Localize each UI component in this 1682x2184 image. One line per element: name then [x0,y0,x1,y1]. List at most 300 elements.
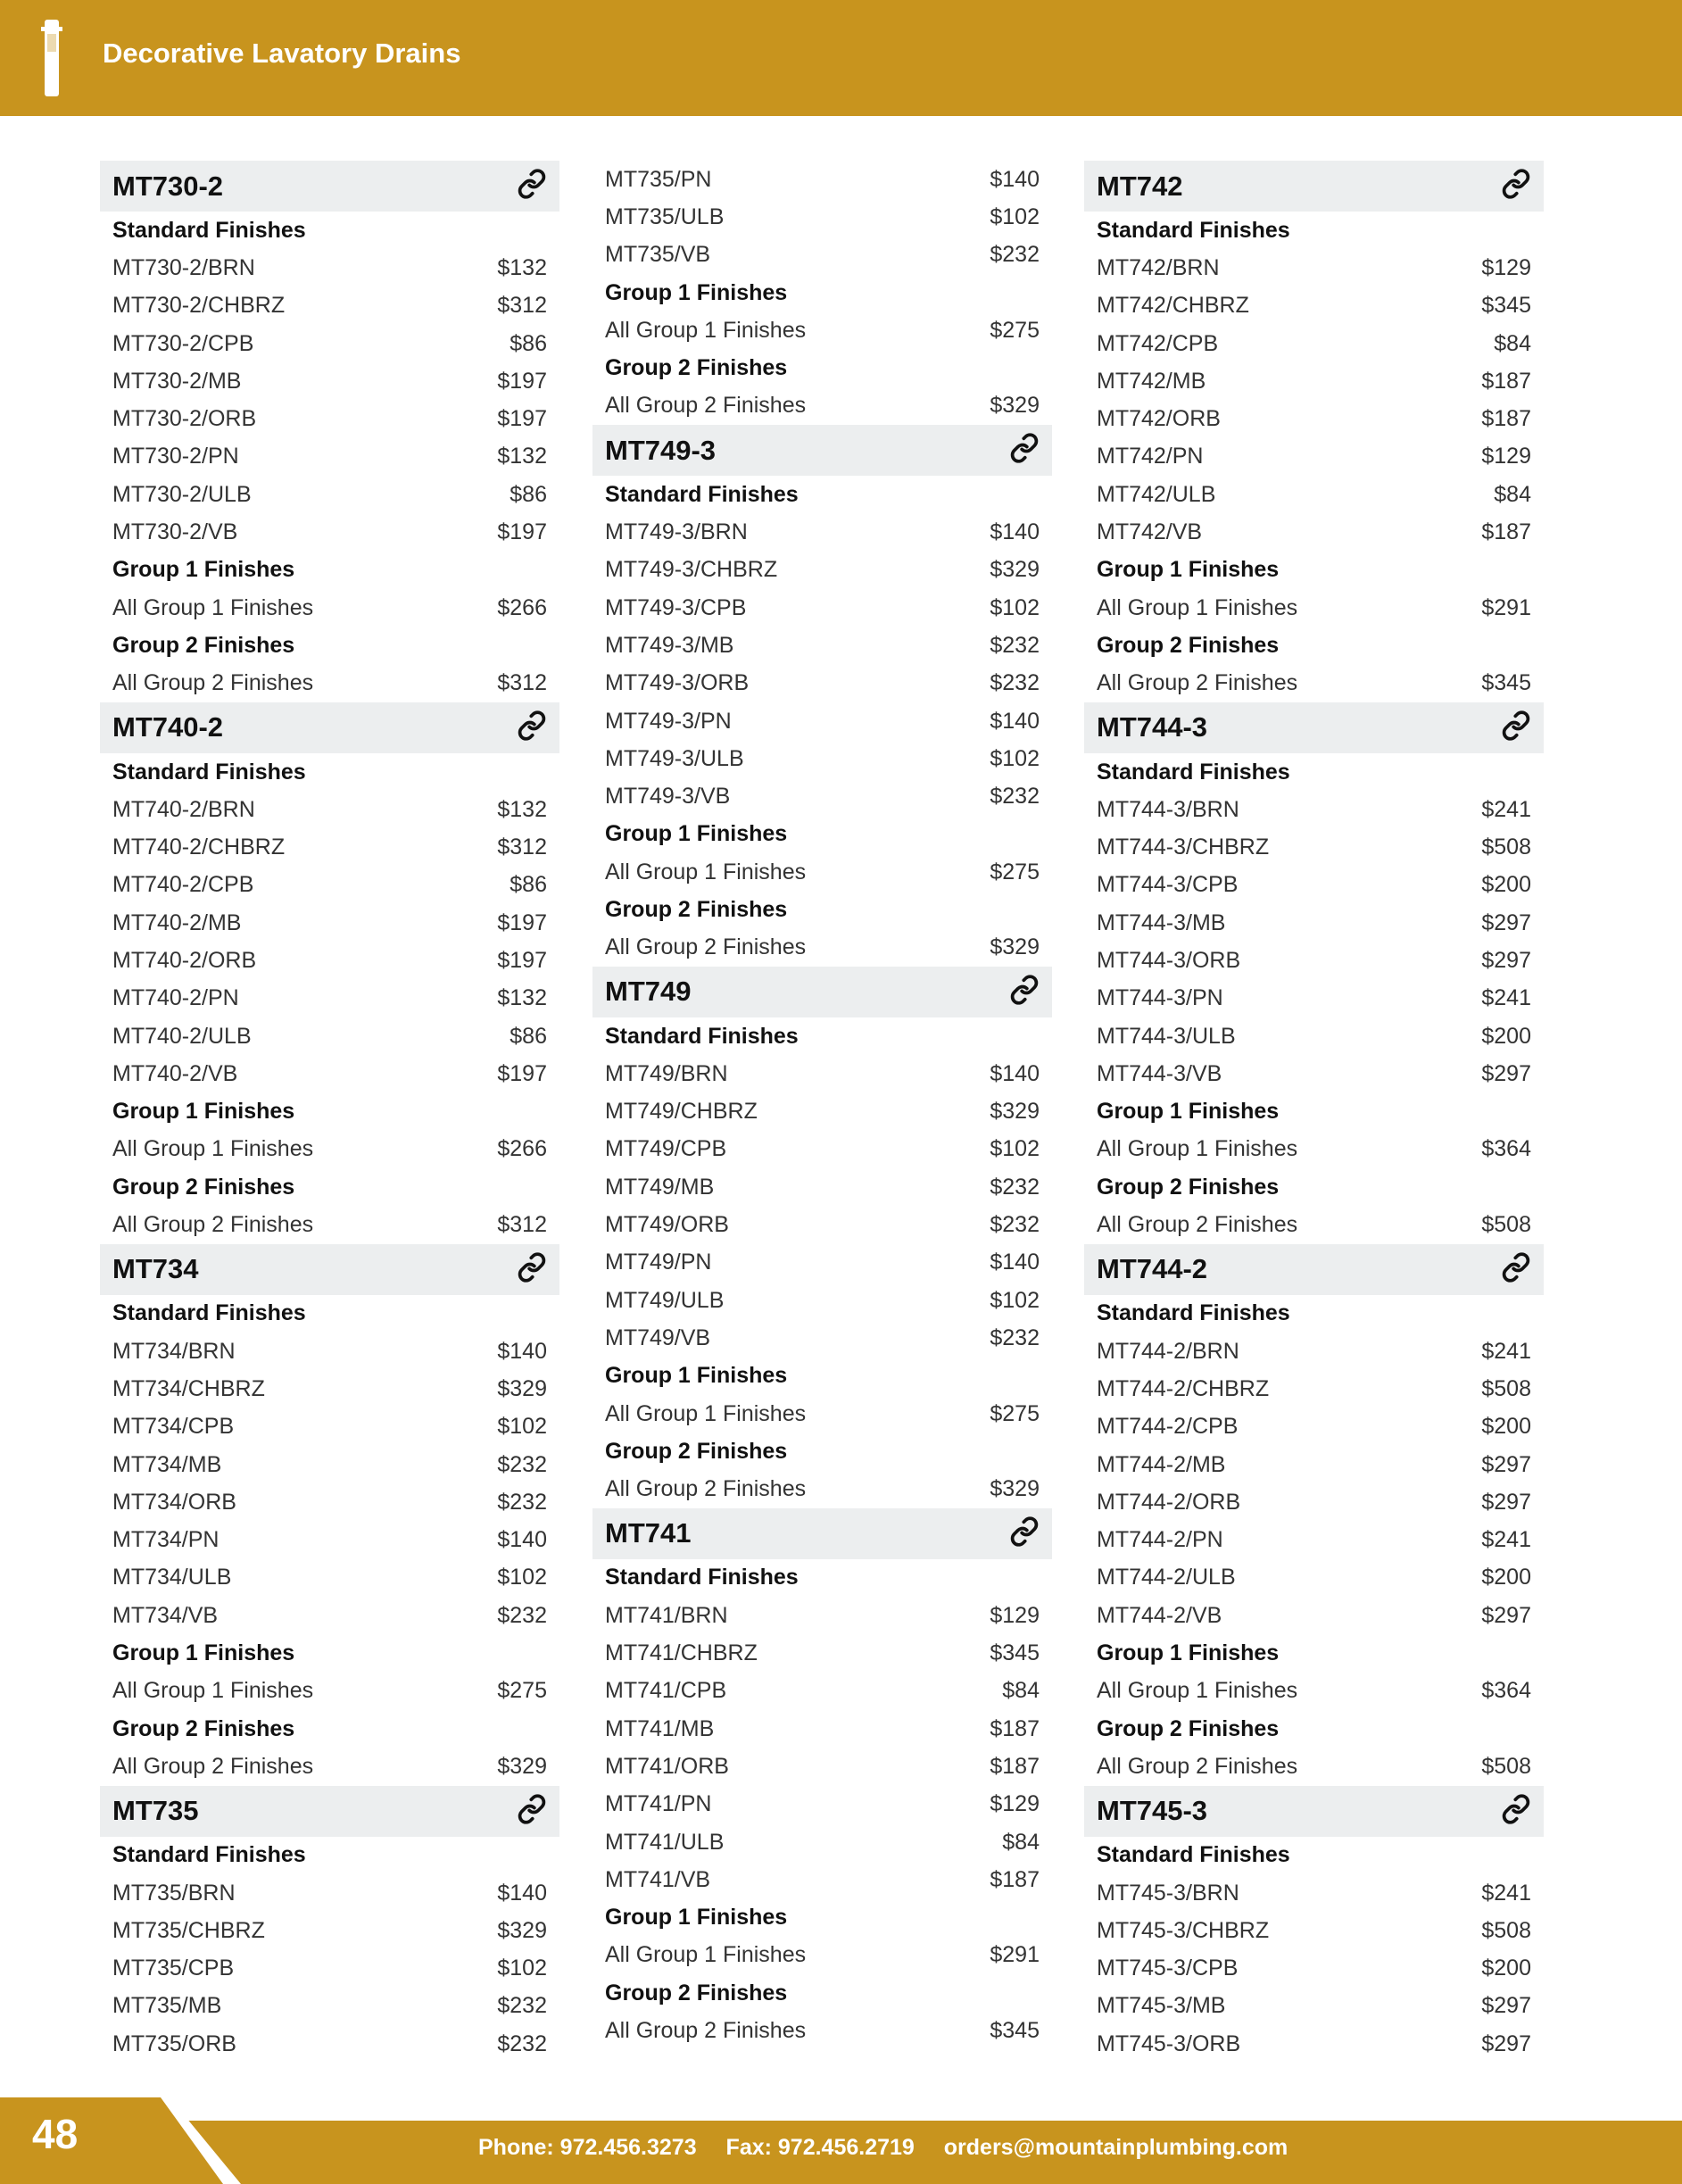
price: $86 [510,1023,547,1049]
price: $140 [990,1060,1040,1086]
price: $132 [497,444,547,469]
price-row [592,627,1052,664]
price-row [100,904,559,942]
model-number: MT744-2/BRN [1097,1338,1239,1364]
price: $197 [497,909,547,935]
link-icon[interactable] [1501,1794,1531,1829]
price-row [100,980,559,1017]
model-number: MT740-2/PN [112,985,239,1011]
model-number: MT742/ORB [1097,406,1221,432]
finish-group-heading [100,1710,559,1748]
finish-group-heading [1084,212,1544,249]
model-number: MT734/VB [112,1602,219,1628]
price: $187 [990,1866,1040,1892]
model-number: MT744-2/CPB [1097,1414,1239,1440]
finish-group-heading [1084,1837,1544,1874]
model-number: MT735/PN [605,166,712,192]
price-row [100,249,559,286]
price: $241 [1481,985,1531,1011]
model-number: MT741/MB [605,1715,715,1741]
model-number: All Group 2 Finishes [1097,1212,1298,1238]
price-row [592,1131,1052,1168]
price-row [100,1131,559,1168]
price-row [100,1055,559,1092]
price-row [1084,287,1544,325]
product-header [100,702,559,753]
price-row [100,1949,559,1987]
price-row [592,1055,1052,1092]
price-row [1084,1017,1544,1055]
model-number: MT735/ULB [605,203,725,229]
price-row [1084,828,1544,866]
price: $329 [497,1375,547,1401]
finish-group-heading [592,1559,1052,1597]
link-icon[interactable] [1009,1516,1040,1551]
price: $329 [990,934,1040,960]
finish-group-heading [1084,1168,1544,1206]
finish-group-heading [100,1634,559,1672]
model-number: MT744-2/CHBRZ [1097,1375,1270,1401]
model-number: MT744-3/MB [1097,909,1226,935]
finish-group-label: Group 2 Finishes [605,896,788,922]
finish-group-label: Group 1 Finishes [605,1905,788,1931]
price-column-3 [1084,161,1544,2063]
price-row [592,311,1052,349]
price-row [1084,665,1544,702]
finish-group-label: Group 2 Finishes [605,1980,788,2005]
model-number: MT749/PN [605,1250,712,1275]
model-number: MT742/ULB [1097,481,1216,507]
price-row [1084,1748,1544,1785]
model-number: MT734/BRN [112,1338,236,1364]
price-row [1084,1988,1544,2025]
link-icon[interactable] [517,169,547,203]
price-row [592,1471,1052,1508]
model-number: MT742/CHBRZ [1097,293,1249,319]
model-number: MT730-2/VB [112,519,238,545]
price-row [592,740,1052,777]
model-number: MT730-2/ORB [112,406,257,432]
price-row [100,589,559,627]
price-row [1084,2025,1544,2063]
price: $297 [1481,947,1531,973]
model-number: MT735/CHBRZ [112,1917,265,1943]
product-name: MT749-3 [605,434,717,466]
price-row [592,1673,1052,1710]
price: $200 [1481,1565,1531,1590]
finish-group-heading [100,753,559,791]
price-row [100,287,559,325]
model-number: MT745-3/MB [1097,1993,1226,2019]
finish-group-heading [592,476,1052,513]
price-row [100,1522,559,1559]
model-number: MT734/MB [112,1451,222,1477]
model-number: MT730-2/BRN [112,254,255,280]
price-row [592,1395,1052,1432]
price: $291 [990,1942,1040,1968]
price-row [1084,1912,1544,1949]
price: $84 [1494,481,1531,507]
price-row [100,1333,559,1370]
finish-group-label: Standard Finishes [112,1300,306,1326]
model-number: All Group 2 Finishes [112,670,314,696]
price-row [100,1673,559,1710]
price: $297 [1481,1489,1531,1515]
model-number: MT730-2/PN [112,444,239,469]
model-number: MT741/CPB [605,1678,727,1704]
model-number: MT742/PN [1097,444,1204,469]
model-number: MT744-2/MB [1097,1451,1226,1477]
finish-group-label: Group 2 Finishes [112,632,295,658]
price-row [592,665,1052,702]
price: $345 [1481,293,1531,319]
price: $197 [497,519,547,545]
price-row [100,1017,559,1055]
price: $84 [1494,330,1531,356]
finish-group-heading [592,816,1052,853]
price-row [1084,942,1544,979]
model-number: All Group 2 Finishes [605,934,807,960]
model-number: MT730-2/MB [112,368,242,394]
model-number: MT744-2/ULB [1097,1565,1236,1590]
price-row [100,1597,559,1634]
price-row [100,942,559,979]
product-header [1084,161,1544,212]
price-row [592,929,1052,967]
model-number: MT749-3/ULB [605,745,744,771]
finish-group-heading [1084,753,1544,791]
model-number: All Group 1 Finishes [605,859,807,884]
price: $241 [1481,796,1531,822]
price: $232 [497,1489,547,1515]
price-row [100,665,559,702]
finish-group-label: Standard Finishes [112,1842,306,1868]
price: $275 [990,317,1040,343]
price-row [100,1483,559,1521]
model-number: MT749-3/ORB [605,670,750,696]
price: $508 [1481,1212,1531,1238]
model-number: All Group 1 Finishes [112,594,314,620]
price: $232 [497,1451,547,1477]
model-number: MT741/CHBRZ [605,1640,758,1666]
price-row [100,1559,559,1597]
price: $297 [1481,1602,1531,1628]
price-row [1084,904,1544,942]
link-icon[interactable] [517,710,547,745]
price-row [1084,325,1544,362]
model-number: MT749-3/VB [605,784,731,810]
finish-group-label: Group 1 Finishes [112,557,295,583]
page-header [0,0,1682,116]
price-row [1084,1408,1544,1446]
price: $266 [497,1136,547,1162]
price-row [592,1786,1052,1823]
finish-group-heading [592,349,1052,386]
link-icon[interactable] [1501,1252,1531,1287]
link-icon[interactable] [1501,169,1531,203]
model-number: MT744-3/PN [1097,985,1223,1011]
finish-group-label: Group 2 Finishes [1097,632,1280,658]
product-name: MT730-2 [112,170,224,202]
price-row [100,1446,559,1483]
price-row [100,867,559,904]
price: $275 [497,1678,547,1704]
price-row [592,387,1052,425]
price: $102 [497,1414,547,1440]
price: $200 [1481,1956,1531,1981]
price: $312 [497,293,547,319]
price-row [1084,1206,1544,1243]
price: $187 [990,1715,1040,1741]
product-name: MT744-2 [1097,1253,1208,1285]
finish-group-heading [100,1093,559,1131]
price-row [592,853,1052,891]
model-number: MT740-2/CHBRZ [112,835,286,860]
price-row [1084,1370,1544,1408]
finish-group-label: Standard Finishes [605,1565,799,1590]
link-icon[interactable] [517,1794,547,1829]
model-number: MT745-3/CPB [1097,1956,1239,1981]
footer-contact [478,2135,1311,2161]
model-number: MT749/MB [605,1174,715,1200]
model-number: MT745-3/ORB [1097,2030,1241,2056]
price-row [592,513,1052,551]
price: $187 [1481,368,1531,394]
price: $129 [990,1602,1040,1628]
price: $312 [497,670,547,696]
price: $140 [990,1250,1040,1275]
price: $345 [990,2018,1040,2043]
price: $232 [497,2030,547,2056]
price: $102 [497,1565,547,1590]
model-number: MT749-3/CHBRZ [605,557,778,583]
model-number: MT749-3/PN [605,708,732,734]
price-row [1084,1483,1544,1521]
price: $241 [1481,1880,1531,1906]
price-row [1084,1522,1544,1559]
price-column-2 [592,161,1052,2050]
product-name: MT742 [1097,170,1183,202]
finish-group-heading [1084,1634,1544,1672]
finish-group-heading [592,1898,1052,1936]
finish-group-label: Group 2 Finishes [605,355,788,381]
finish-group-label: Group 2 Finishes [1097,1715,1280,1741]
finish-group-label: Group 1 Finishes [1097,557,1280,583]
model-number: MT749/VB [605,1325,711,1350]
model-number: MT730-2/ULB [112,481,252,507]
model-number: MT744-3/BRN [1097,796,1239,822]
price-row [1084,589,1544,627]
price: $241 [1481,1338,1531,1364]
price-row [100,1874,559,1912]
price: $187 [1481,519,1531,545]
price: $329 [990,393,1040,419]
product-header [100,161,559,212]
price: $84 [1002,1829,1040,1855]
price: $232 [990,242,1040,268]
price: $187 [990,1753,1040,1779]
price-row [592,1282,1052,1319]
model-number: MT735/CPB [112,1956,235,1981]
price: $297 [1481,1993,1531,2019]
model-number: MT749/BRN [605,1060,728,1086]
model-number: MT749/ORB [605,1212,729,1238]
footer-email[interactable]: orders@mountainplumbing.com [943,2135,1288,2160]
price-row [592,1319,1052,1357]
price-row [100,400,559,437]
price: $232 [990,784,1040,810]
model-number: MT744-3/CPB [1097,872,1239,898]
price-row [100,513,559,551]
model-number: MT735/VB [605,242,711,268]
price: $102 [990,594,1040,620]
model-number: All Group 2 Finishes [605,1476,807,1502]
model-number: MT741/PN [605,1791,712,1817]
finish-group-heading [1084,627,1544,664]
model-number: MT735/MB [112,1993,222,2019]
finish-group-heading [592,1017,1052,1055]
model-number: MT740-2/CPB [112,872,254,898]
price: $187 [1481,406,1531,432]
price-row [100,791,559,828]
link-icon[interactable] [1009,975,1040,1009]
finish-group-heading [1084,552,1544,589]
link-icon[interactable] [1501,710,1531,745]
price: $508 [1481,1753,1531,1779]
model-number: MT749/CPB [605,1136,727,1162]
price: $345 [990,1640,1040,1666]
price: $86 [510,330,547,356]
price: $102 [990,1287,1040,1313]
model-number: MT735/ORB [112,2030,236,2056]
model-number: MT744-2/VB [1097,1602,1222,1628]
footer-phone: Phone: 972.456.3273 [478,2135,697,2160]
product-name: MT741 [605,1517,692,1549]
price-row [592,1823,1052,1861]
model-number: All Group 1 Finishes [112,1678,314,1704]
price-row [592,1937,1052,1974]
price-row [592,1748,1052,1785]
price-row [592,161,1052,198]
finish-group-heading [592,1974,1052,2012]
price: $102 [990,203,1040,229]
page-title: Decorative Lavatory Drains [103,37,461,69]
link-icon[interactable] [517,1252,547,1287]
finish-group-heading [100,1295,559,1333]
price: $345 [1481,670,1531,696]
product-header [592,967,1052,1017]
price: $291 [1481,594,1531,620]
price: $312 [497,835,547,860]
price: $140 [497,1880,547,1906]
finish-group-label: Group 2 Finishes [1097,1174,1280,1200]
price: $140 [990,166,1040,192]
model-number: MT749/CHBRZ [605,1099,758,1125]
model-number: All Group 2 Finishes [1097,1753,1298,1779]
price: $508 [1481,1917,1531,1943]
price: $86 [510,872,547,898]
price: $297 [1481,909,1531,935]
product-name: MT749 [605,976,692,1008]
model-number: MT740-2/MB [112,909,242,935]
price: $200 [1481,1414,1531,1440]
price: $266 [497,594,547,620]
model-number: All Group 1 Finishes [605,1400,807,1426]
price: $329 [990,557,1040,583]
price-row [1084,1949,1544,1987]
model-number: MT749/ULB [605,1287,725,1313]
price: $232 [990,1212,1040,1238]
price-row [1084,980,1544,1017]
product-header [100,1786,559,1837]
price-row [1084,1131,1544,1168]
price: $232 [990,1174,1040,1200]
model-number: MT749-3/MB [605,632,734,658]
model-number: MT734/ULB [112,1565,232,1590]
product-header [1084,1244,1544,1295]
model-number: MT734/CHBRZ [112,1375,265,1401]
finish-group-heading [100,627,559,664]
price-row [1084,1673,1544,1710]
price: $102 [497,1956,547,1981]
product-header [1084,702,1544,753]
finish-group-label: Group 2 Finishes [112,1715,295,1741]
price: $102 [990,745,1040,771]
price: $329 [990,1476,1040,1502]
price: $197 [497,406,547,432]
product-name: MT744-3 [1097,711,1208,743]
model-number: MT749-3/CPB [605,594,747,620]
price-row [1084,791,1544,828]
price-row [100,2025,559,2063]
price-row [1084,476,1544,513]
price-row [592,1861,1052,1898]
finish-group-label: Standard Finishes [605,1023,799,1049]
price-row [100,1912,559,1949]
model-number: MT734/PN [112,1527,220,1553]
price-row [100,1370,559,1408]
price: $364 [1481,1136,1531,1162]
price-row [592,1206,1052,1243]
price-row [1084,400,1544,437]
model-number: MT741/VB [605,1866,711,1892]
price: $275 [990,859,1040,884]
finish-group-label: Group 1 Finishes [1097,1099,1280,1125]
price-row [592,1634,1052,1672]
price: $140 [990,519,1040,545]
model-number: MT744-3/ORB [1097,947,1241,973]
price: $232 [990,632,1040,658]
price-row [592,198,1052,236]
finish-group-heading [100,1168,559,1206]
price: $297 [1481,1060,1531,1086]
page-number: 48 [32,2111,79,2157]
price-row [592,777,1052,815]
price: $129 [990,1791,1040,1817]
model-number: All Group 1 Finishes [1097,1136,1298,1162]
footer-fax: Fax: 972.456.2719 [725,2135,915,2160]
price: $275 [990,1400,1040,1426]
price-row [100,362,559,400]
price-row [592,1244,1052,1282]
model-number: MT744-2/ORB [1097,1489,1241,1515]
link-icon[interactable] [1009,433,1040,468]
price-row [100,325,559,362]
price: $232 [497,1602,547,1628]
price-row [100,1408,559,1446]
price: $102 [990,1136,1040,1162]
model-number: MT742/CPB [1097,330,1219,356]
